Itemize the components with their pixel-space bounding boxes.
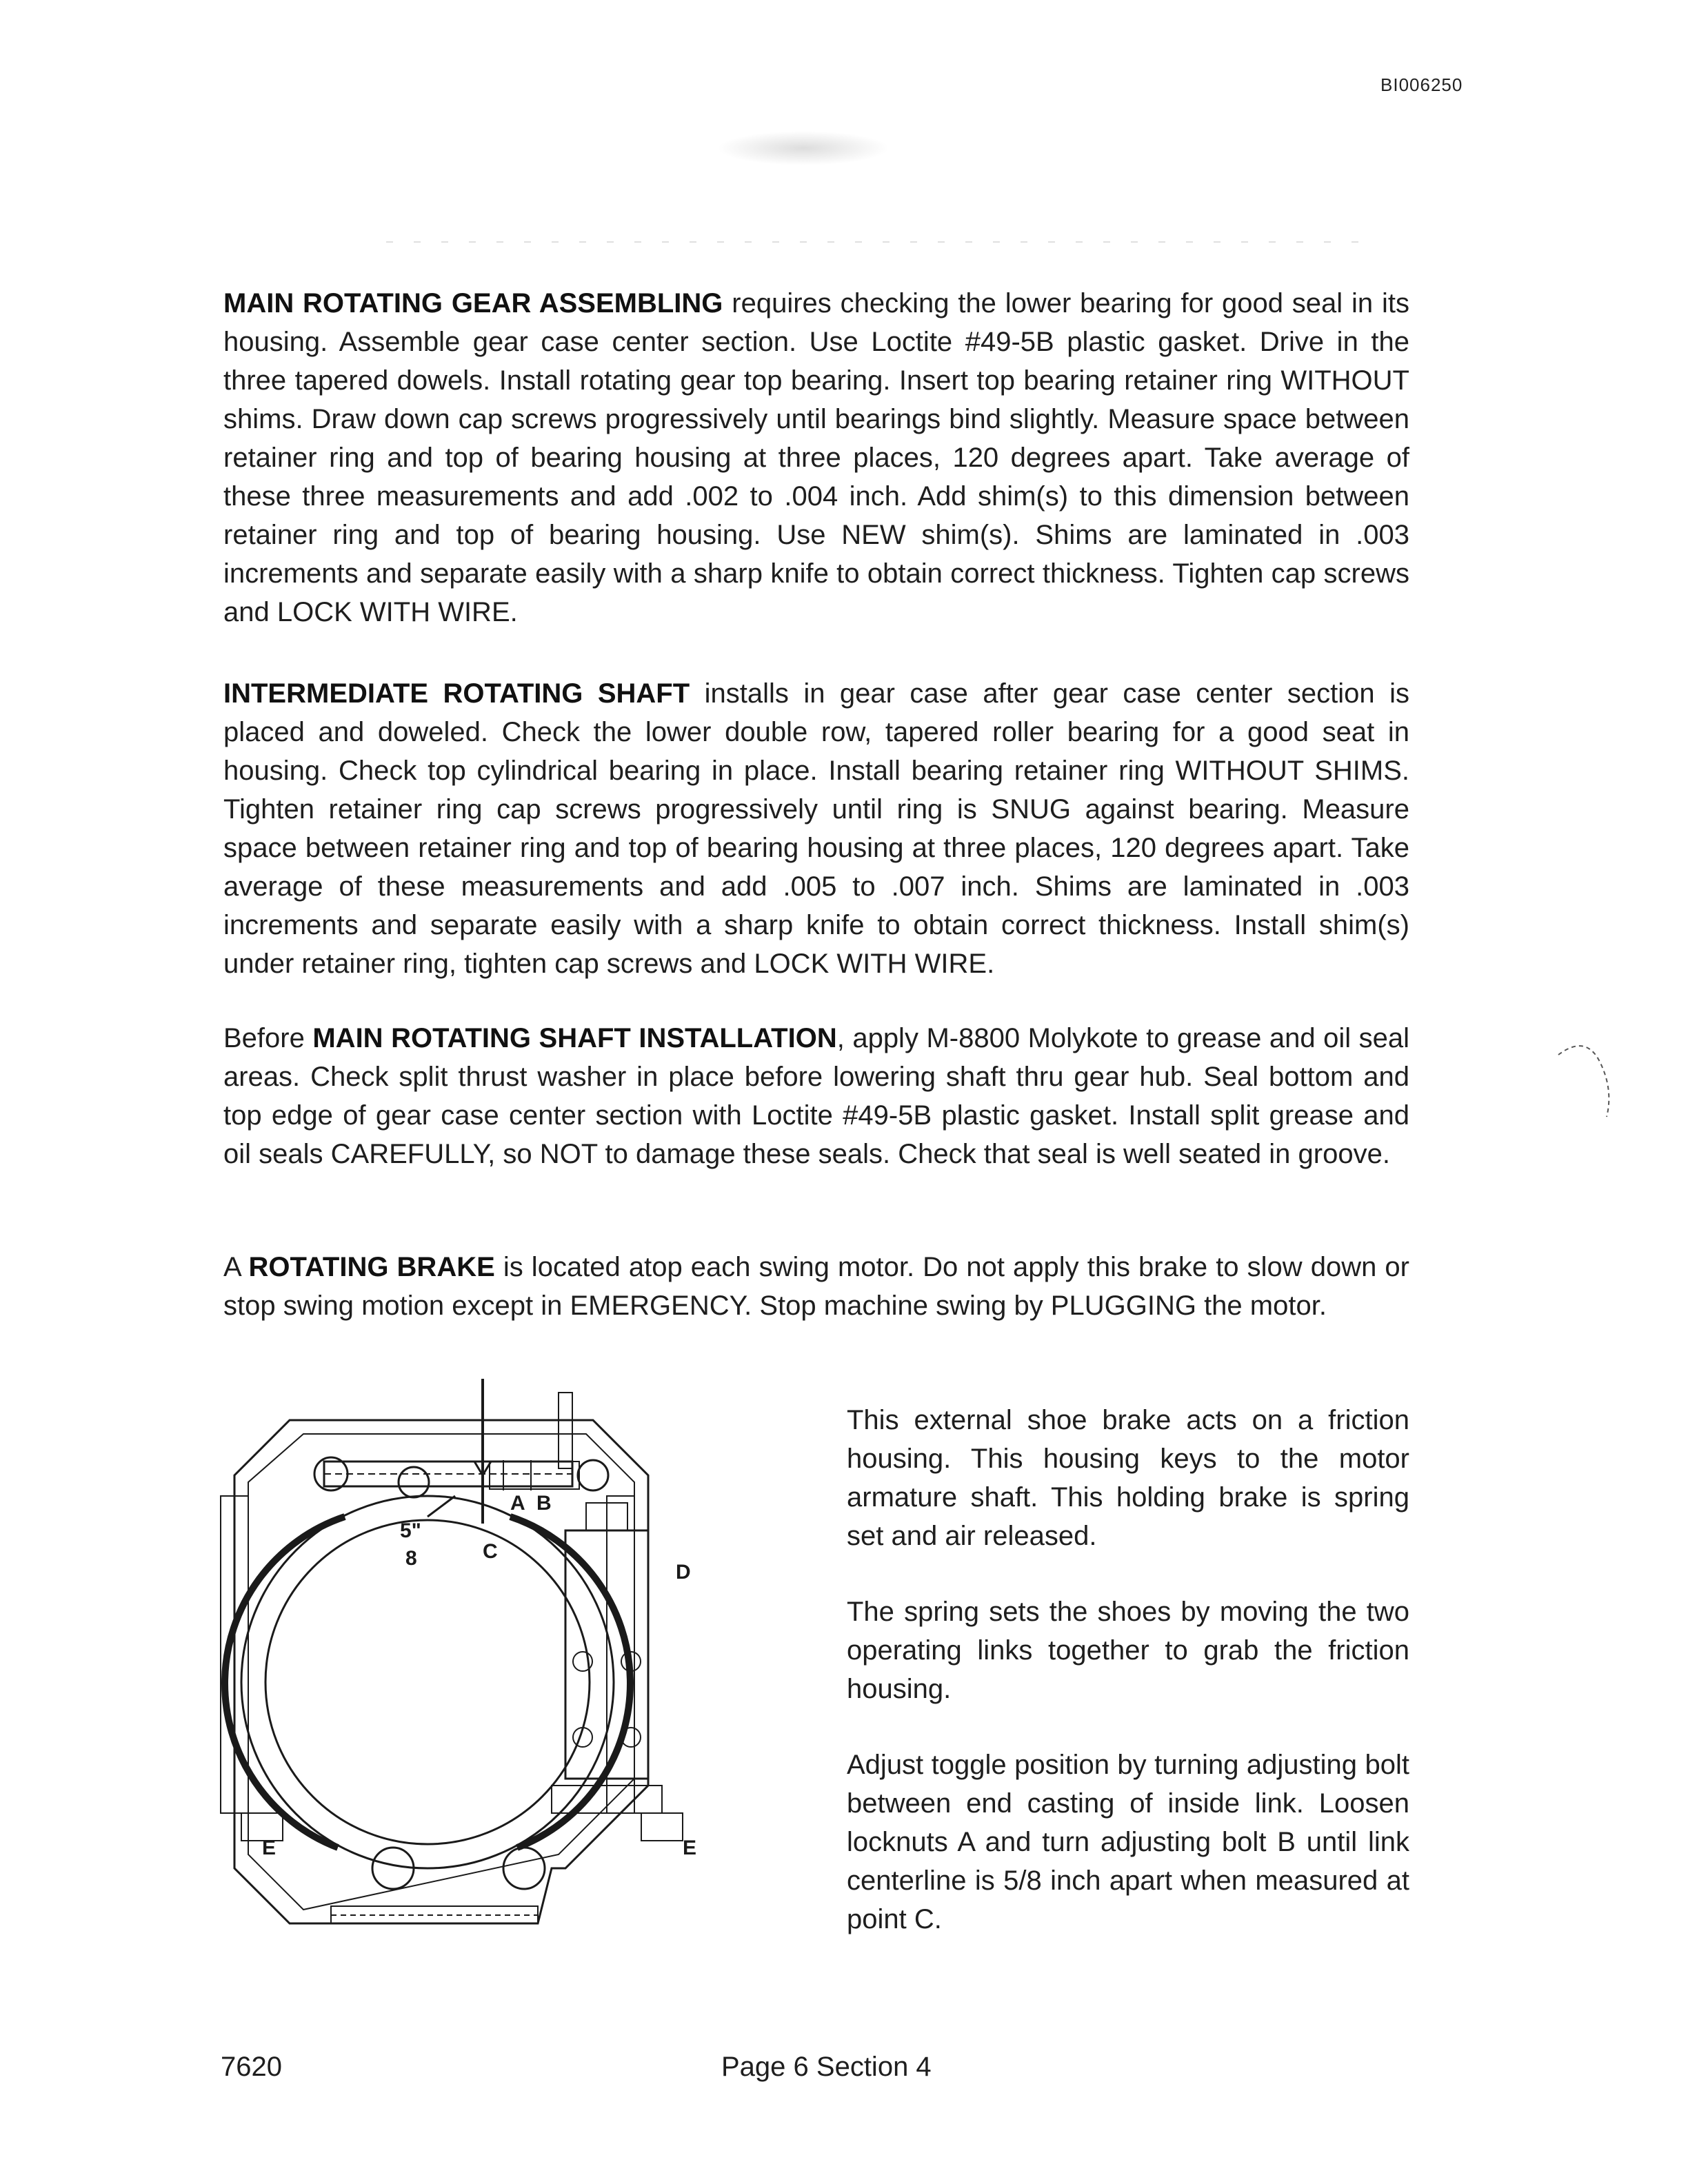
cylinder-bolt-1 xyxy=(573,1652,592,1671)
side-text-adjust: Adjust toggle position by turning adjusting bolt between end casting of inside link. Loosen locknuts A and turn adjusting bolt B until link centerline is 5/8 inch apart when measured at point C. xyxy=(847,1750,1409,1934)
margin-curve xyxy=(1558,1046,1609,1117)
bottom-right-pivot xyxy=(503,1848,545,1889)
label-c: C xyxy=(483,1540,498,1563)
brake-diagram xyxy=(207,1372,814,1958)
heading-main-shaft-installation: MAIN ROTATING SHAFT INSTALLATION xyxy=(312,1023,837,1053)
paragraph-intermediate-shaft xyxy=(223,674,1409,983)
paragraph-main-shaft-installation xyxy=(223,1019,1409,1173)
heading-rotating-brake: ROTATING BRAKE xyxy=(248,1252,495,1282)
label-fraction-denominator: 8 xyxy=(405,1547,417,1570)
fraction-leader xyxy=(428,1496,455,1517)
friction-housing-inner xyxy=(265,1520,590,1844)
margin-mark xyxy=(1551,1034,1627,1124)
side-text-shoe-brake: This external shoe brake acts on a friction housing. This housing keys to the motor armature shaft. This holding brake is spring set and air released. xyxy=(847,1405,1409,1551)
paragraph-main-rotating-gear xyxy=(223,284,1409,631)
side-text-spring: The spring sets the shoes by moving the two operating links together to grab the friction housing. xyxy=(847,1597,1409,1704)
paragraph-prefix: Before xyxy=(223,1023,313,1053)
right-pivot xyxy=(578,1460,608,1490)
label-b: B xyxy=(536,1492,552,1515)
label-e-left: E xyxy=(262,1837,277,1859)
center-pivot xyxy=(399,1467,429,1497)
paragraph-text: , apply M-8800 Molykote to grease and oil seal areas. Check split thrust washer in place before lowering shaft thru gear hub. Seal bottom and top edge of gear case center section with Loctite #49-5B plastic gasket. Install split grease and oil seals CAREFULLY, so NOT to damage these seals. Check that seal is well seated in groove. xyxy=(223,1023,1409,1169)
paragraph-prefix: A xyxy=(223,1252,249,1282)
heading-intermediate-shaft: INTERMEDIATE ROTATING SHAFT xyxy=(223,678,690,709)
top-post xyxy=(559,1393,572,1468)
paragraph-text: installs in gear case after gear case center section is placed and doweled. Check the lower double row, tapered roller bearing for a good seat in housing. Check top cylindrical bearing in place. Install bearing retainer ring WITHOUT SHIMS. Tighten retainer ring cap screws progressively until ring is SNUG against bearing. Measure space between retainer ring and top of bearing housing at three places, 120 degrees apart. Take average of these measurements and add .005 to .007 inch. Shims are laminated in .003 increments and separate easily with a sharp knife to obtain correct thickness. Install shim(s) under retainer ring, tighten cap screws and LOCK WITH WIRE. xyxy=(223,678,1410,979)
right-brake-shoe xyxy=(510,1517,630,1848)
label-d: D xyxy=(676,1561,691,1584)
label-fraction-numerator: 5" xyxy=(400,1519,421,1542)
paragraph-text: is located atop each swing motor. Do not apply this brake to slow down or stop swing motion except in EMERGENCY. Stop machine swing by PLUGGING the motor. xyxy=(223,1252,1409,1321)
label-e-right: E xyxy=(683,1837,697,1859)
document-id: BI006250 xyxy=(1380,74,1463,95)
scan-smudge xyxy=(717,131,890,165)
heading-main-rotating-gear: MAIN ROTATING GEAR ASSEMBLING xyxy=(223,288,723,318)
footer-model-number: 7620 xyxy=(221,2052,282,2082)
bottom-left-pivot xyxy=(372,1848,414,1889)
paragraph-rotating-brake xyxy=(223,1248,1409,1325)
paragraph-text: requires checking the lower bearing for good seal in its housing. Assemble gear case center section. Use Loctite #49-5B plastic gasket. Drive in the three tapered dowels. Install rotating gear top bearing. Insert top bearing retainer ring WITHOUT shims. Draw down cap screws progressively until bearings bind slightly. Measure space between retainer ring and top of bearing housing at three places, 120 degrees apart. Take average of these three measurements and add .002 to .004 inch. Add shim(s) to this dimension between retainer ring and top of bearing housing. Use NEW shim(s). Shims are laminated in .003 increments and separate easily with a sharp knife to obtain correct thickness. Tighten cap screws and LOCK WITH WIRE. xyxy=(223,288,1409,627)
left-brake-shoe xyxy=(225,1517,345,1848)
right-e-fixture xyxy=(641,1813,683,1841)
label-a: A xyxy=(510,1492,525,1515)
scan-noise-line xyxy=(386,241,1379,243)
footer-page-number: Page 6 Section 4 xyxy=(721,2052,932,2082)
